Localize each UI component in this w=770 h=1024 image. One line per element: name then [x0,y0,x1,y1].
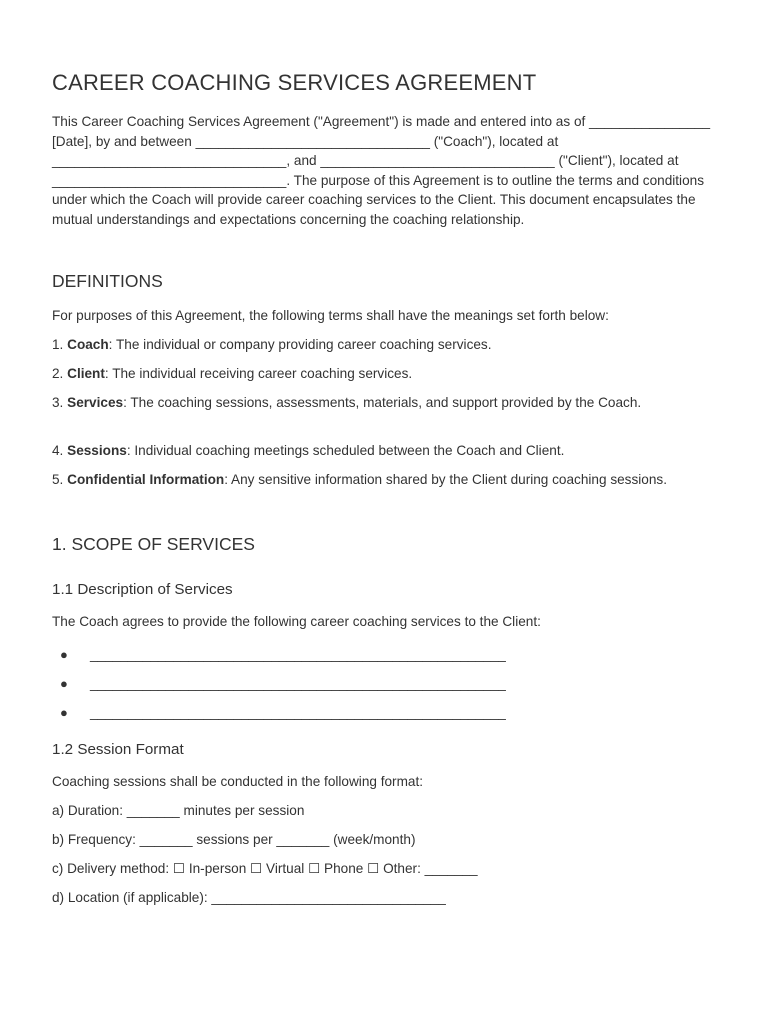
description-lead: The Coach agrees to provide the following career coaching services to the Client: [52,614,541,629]
definition-term: Sessions [67,443,127,458]
definition-number: 3. [52,395,64,410]
description-heading: 1.1 Description of Services [52,581,233,598]
definition-text: : The individual receiving career coaching services. [104,366,413,381]
blank-line: _______________________________________________________ [90,705,506,720]
frequency-line: b) Frequency: _______ sessions per _______ (week/month) [52,832,416,847]
bullet-icon: ● [60,647,68,662]
definition-text: : The individual or company providing career coaching services. [108,337,492,352]
session-format-lead: Coaching sessions shall be conducted in the following format: [52,774,424,789]
bullet-icon: ● [60,705,68,720]
definition-item-client [52,364,412,384]
definition-number: 1. [52,337,64,352]
definition-text: : Individual coaching meetings scheduled between the Coach and Client. [126,443,565,458]
definition-term: Client [67,366,105,381]
definition-item-sessions [52,441,564,461]
definition-term: Coach [67,337,109,352]
definitions-heading: DEFINITIONS [52,271,163,291]
definition-term: Services [67,395,124,410]
list-item [60,703,506,723]
definition-number: 2. [52,366,64,381]
definitions-lead: For purposes of this Agreement, the following terms shall have the meanings set forth below: [52,308,609,323]
document-title: CAREER COACHING SERVICES AGREEMENT [52,70,537,95]
definition-text: : Any sensitive information shared by the Client during coaching sessions. [224,472,667,487]
definition-item-confidential [52,470,702,490]
list-item [60,674,506,694]
blank-line: _______________________________________________________ [90,676,506,691]
definition-number: 4. [52,443,64,458]
blank-line: _______________________________________________________ [90,647,506,662]
definition-term: Confidential Information [67,472,225,487]
definition-number: 5. [52,472,64,487]
intro-paragraph: This Career Coaching Services Agreement ("Agreement") is made and entered into as of ________________ [Date], by and between _______________________________ ("Coach"), located at _______________________________, and _______________________________ ("Client"), located at _______________________________. The purpose of this Agreement is to outline the terms and conditions under which the Coach will provide career coaching services to the Client. This document encapsulates the mutual understandings and expectations concerning the coaching relationship. [52,114,711,227]
delivery-method-line: c) Delivery method: ☐ In-person ☐ Virtual ☐ Phone ☐ Other: _______ [52,861,478,876]
list-item [60,645,506,665]
duration-line: a) Duration: _______ minutes per session [52,803,305,818]
definition-item-services [52,393,682,413]
definition-item-coach [52,335,492,355]
bullet-icon: ● [60,676,68,691]
session-format-heading: 1.2 Session Format [52,741,184,758]
scope-heading: 1. SCOPE OF SERVICES [52,534,255,554]
definition-text: : The coaching sessions, assessments, materials, and support provided by the Coach. [123,395,642,410]
location-line: d) Location (if applicable): _______________________________ [52,890,446,905]
